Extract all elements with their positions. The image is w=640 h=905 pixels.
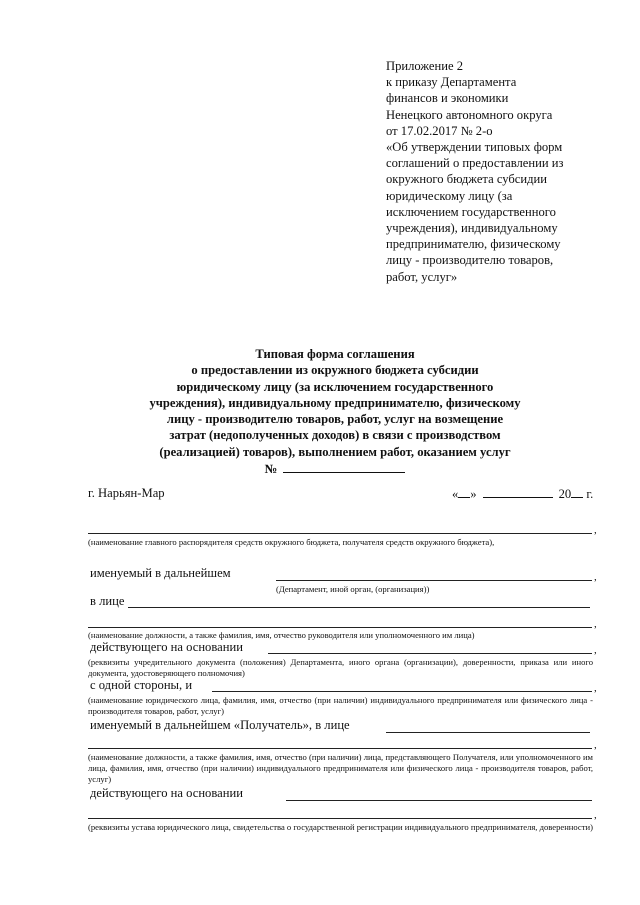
appendix-line: Приложение 2: [386, 59, 464, 73]
number-sign: №: [264, 462, 278, 477]
fill-line-basis[interactable]: [268, 653, 592, 654]
label-basis: действующего на основании: [90, 640, 243, 654]
fill-line-person-2[interactable]: [88, 627, 592, 628]
note-side: (наименование юридического лица, фамилия, имя, отчество (при наличии) индивидуального предпринимателя или физического лица - производителя товаров, работ, услуг): [88, 695, 593, 716]
appendix-line: работ, услуг»: [386, 269, 458, 284]
fill-line-person[interactable]: [128, 607, 590, 608]
fill-line-recipient[interactable]: [386, 732, 590, 733]
note-basis-2: (реквизиты устава юридического лица, свидетельства о государственной регистрации индивидуального предпринимателя, доверенности): [88, 822, 593, 832]
month-blank[interactable]: [483, 486, 553, 498]
fill-line-recipient-2[interactable]: [88, 748, 592, 749]
label-side: с одной стороны, и: [90, 678, 193, 692]
title-line: (реализацией) товаров), выполнением работ, оказанием услуг: [159, 444, 511, 459]
fill-line-basis-2[interactable]: [286, 800, 592, 801]
appendix-line: юридическому лицу (за: [386, 188, 513, 203]
date-field: [452, 486, 593, 502]
document-title: [100, 346, 570, 477]
fill-line-side[interactable]: [212, 691, 592, 692]
appendix-line: окружного бюджета субсидии: [386, 172, 547, 187]
label-recipient: именуемый в дальнейшем «Получатель», в лице: [90, 718, 350, 732]
label-basis-2: действующего на основании: [90, 786, 243, 800]
title-line: о предоставлении из окружного бюджета субсидии: [191, 363, 479, 378]
title-line: юридическому лицу (за исключением государственного: [176, 379, 494, 394]
fill-line-basis-2b[interactable]: [88, 818, 592, 819]
appendix-line: лицу - производителю товаров,: [386, 253, 554, 268]
title-line: лицу - производителю товаров, работ, услуг на возмещение: [166, 412, 504, 427]
date-quote-close: »: [470, 487, 477, 501]
appendix-line: предпринимателю, физическому: [386, 237, 561, 252]
appendix-line: исключением государственного: [386, 204, 556, 219]
note-recipient: (наименование должности, а также фамилия, имя, отчество (при наличии) лица, представляющего Получателя, или уполномоченного им лица, фамилия, имя, отчество (при наличии) индивидуального предпринимателя или физического лица - производителя товаров, работ, услуг): [88, 752, 593, 784]
appendix-line: от 17.02.2017 № 2-о: [386, 123, 493, 138]
appendix-line: финансов и экономики: [386, 91, 509, 106]
appendix-line: «Об утверждении типовых форм: [386, 140, 563, 155]
appendix-line: к приказу Департамента: [386, 75, 517, 90]
year-prefix: 20: [558, 487, 572, 501]
number-blank[interactable]: [283, 460, 405, 473]
title-line: Типовая форма соглашения: [255, 347, 415, 361]
date-quote-open: «: [452, 487, 459, 501]
label-person: в лице: [90, 594, 125, 608]
year-blank[interactable]: [571, 486, 583, 498]
comma: ,: [594, 682, 597, 694]
title-line: затрат (недополученных доходов) в связи с производством: [169, 428, 501, 443]
note-named: (Департамент, иной орган, (организация)): [276, 584, 430, 594]
appendix-block: [386, 58, 616, 285]
fill-line-distributor[interactable]: [88, 533, 592, 534]
label-named: именуемый в дальнейшем: [90, 566, 231, 580]
title-line: учреждения), индивидуальному предпринимателю, физическому: [149, 395, 521, 410]
comma: ,: [594, 809, 597, 821]
comma: ,: [594, 618, 597, 630]
comma: ,: [594, 644, 597, 656]
note-distributor: (наименование главного распорядителя средств окружного бюджета, получателя средств окружного бюджета),: [88, 537, 495, 547]
comma: ,: [594, 571, 597, 583]
fill-line-named[interactable]: [276, 580, 592, 581]
agreement-number: [100, 460, 570, 477]
note-person: (наименование должности, а также фамилия, имя, отчество руководителя или уполномоченного им лица): [88, 630, 475, 640]
year-suffix: г.: [586, 487, 594, 501]
comma: ,: [594, 524, 597, 536]
appendix-line: соглашений о предоставлении из: [386, 156, 564, 171]
note-basis: (реквизиты учредительного документа (положения) Департамента, иного органа (организации), доверенности, приказа или иного документа, удостоверяющего полномочия): [88, 657, 593, 678]
appendix-line: учреждения), индивидуальному: [386, 221, 558, 236]
appendix-line: Ненецкого автономного округа: [386, 107, 553, 122]
city-label: г. Нарьян-Мар: [88, 486, 165, 500]
comma: ,: [594, 739, 597, 751]
day-blank[interactable]: [458, 486, 470, 498]
